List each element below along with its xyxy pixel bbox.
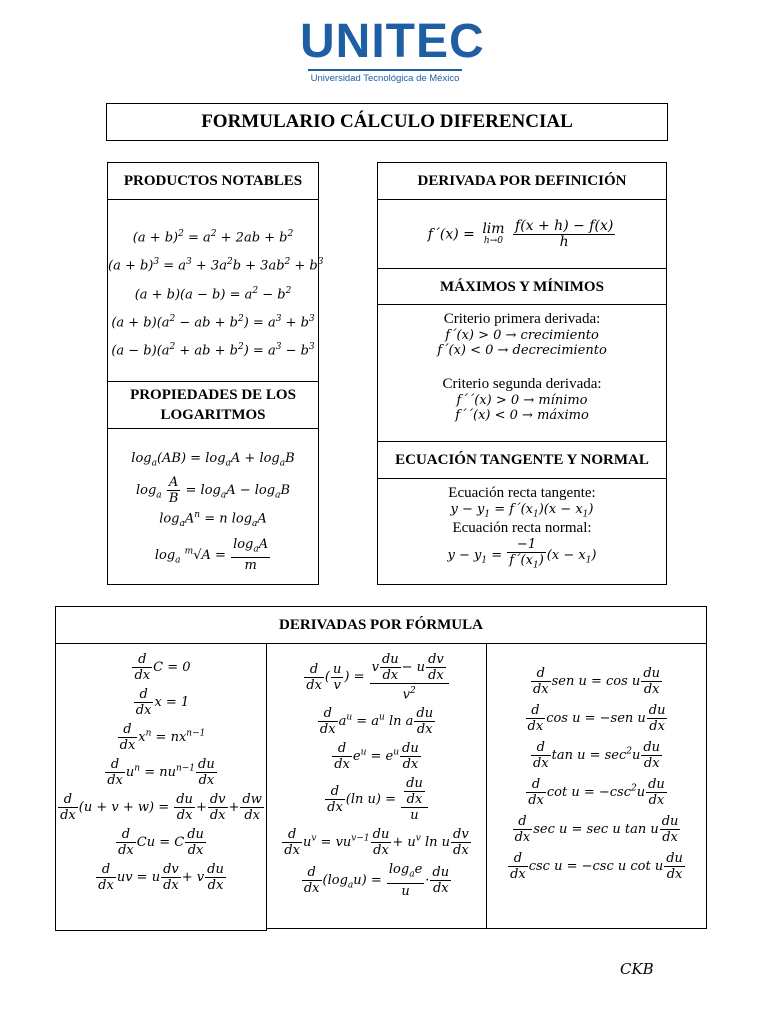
maximo-rule: f´´(x) < 0 → máximo	[455, 408, 589, 423]
maximos-header: MÁXIMOS Y MÍNIMOS	[377, 268, 667, 305]
formula-col-2: $\frac{d}{dx}$ ( $\frac{u}{v}$ ) = v $\frac{du}{dx}$ − u $\frac{dv}{dx}$ $v^2$ $\frac{d}{dx}$ $a^u = a^u$ ln a $\frac{du}{dx}$ $\frac{d}{dx}$ $e^u = e^u$ $\frac{du}{dx}$ $\frac{d}{dx}$ (ln u) = $\frac{du}{dx}$ u $\frac{d}{dx}$ $u^v = vu^{v-1}$ $\frac{du}{dx}$ + $u^v$ ln u $\frac{dv}{dx}$ $\frac{d}{dx}$ $(\log_au)$ = $\frac{\log_ae}{u}$ · $\frac{du}{dx}$	[266, 643, 487, 929]
logaritmos-header: PROPIEDADES DE LOS LOGARITMOS	[107, 381, 319, 429]
logo-tagline: Universidad Tecnológica de México	[310, 73, 460, 84]
footer-initials: CKB	[620, 960, 654, 978]
normal-label: Ecuación recta normal:	[452, 519, 592, 536]
logo-wordmark: UNITEC	[300, 15, 485, 68]
maximos-body	[377, 304, 667, 442]
definicion-body: f´(x) = lim h→0 $\frac{f(x + h) - f(x)}{h}$	[377, 199, 667, 269]
tangente-label: Ecuación recta tangente:	[448, 485, 596, 501]
logaritmos-body: $\log_a(AB) = \log_aA + \log_aB$ $\log_a$ $\frac{A}{B}$ = $\log_aA - \log_aB$ $\log_aA^n = n$ $\log_aA$ $\log_a ^m√A$ = $\frac{\log_aA}{m}$	[107, 428, 319, 585]
page-title: FORMULARIO CÁLCULO DIFERENCIAL	[106, 103, 668, 141]
crecimiento-rule: f´(x) > 0 → crecimiento	[445, 328, 599, 343]
formula-col-1: $\frac{d}{dx}$ C = 0 $\frac{d}{dx}$ x = 1 $\frac{d}{dx}$ $x^n = nx^{n-1}$ $\frac{d}{dx}$ $u^n = nu^{n-1}$ $\frac{du}{dx}$ $\frac{d}{dx}$ (u + v + w) = $\frac{du}{dx}$ + $\frac{dv}{dx}$ + $\frac{dw}{dx}$ $\frac{d}{dx}$ Cu = C $\frac{du}{dx}$ $\frac{d}{dx}$ uv = u $\frac{dv}{dx}$ + v $\frac{du}{dx}$	[55, 643, 267, 931]
productos-header: PRODUCTOS NOTABLES	[107, 162, 319, 200]
criterio1-label: Criterio primera derivada:	[443, 311, 601, 327]
decrecimiento-rule: f´(x) < 0 → decrecimiento	[437, 343, 607, 358]
logo-rule	[308, 69, 462, 71]
formula-col-3: $\frac{d}{dx}$ sen u = cos u $\frac{du}{dx}$ $\frac{d}{dx}$ cos u = −sen u $\frac{du}{dx}$ $\frac{d}{dx}$ $\tan u = \sec^2u$ $\frac{du}{dx}$ $\frac{d}{dx}$ $\cot u = -\csc^2u$ $\frac{du}{dx}$ $\frac{d}{dx}$ sec u = sec u tan u $\frac{du}{dx}$ $\frac{d}{dx}$ csc u = −csc u cot u $\frac{du}{dx}$	[486, 643, 707, 929]
productos-body: $(a + b)^2 = a^2 + 2ab + b^2$ $(a + b)^3 = a^3 + 3a^2b + 3ab^2 + b^3$ $(a + b)(a - b) = a^2 - b^2$ $(a + b)(a^2$ − ab + $b^2) = a^3 + b^3$ $(a - b)(a^2$ + ab + $b^2) = a^3 - b^3$	[107, 199, 319, 382]
unitec-logo	[300, 15, 485, 88]
minimo-rule: f´´(x) > 0 → mínimo	[456, 393, 588, 408]
formula-header: DERIVADAS POR FÓRMULA	[55, 606, 707, 644]
tangente-body: Ecuación recta tangente: $y - y_1$ = $f´(x_1)(x - x_1)$ Ecuación recta normal: $y - y_1$ = $\frac{-1}{f´(x_1)}$ $(x - x_1)$	[377, 478, 667, 585]
definicion-header: DERIVADA POR DEFINICIÓN	[377, 162, 667, 200]
criterio2-label: Criterio segunda derivada:	[442, 376, 602, 392]
tangente-header: ECUACIÓN TANGENTE Y NORMAL	[377, 441, 667, 479]
